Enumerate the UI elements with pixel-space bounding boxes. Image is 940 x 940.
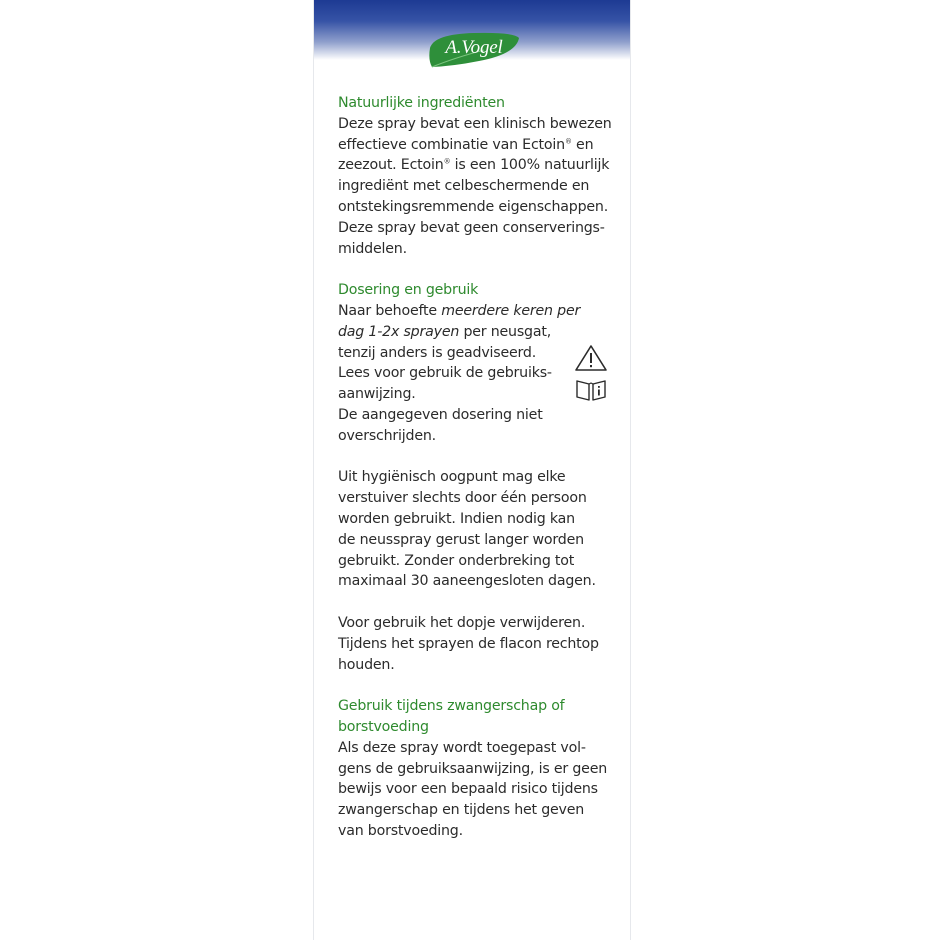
text-line: dag 1-2x sprayen per neusgat, bbox=[338, 323, 552, 340]
text-line: maximaal 30 aaneengesloten dagen. bbox=[338, 573, 596, 590]
text-line: worden gebruikt. Indien nodig kan bbox=[338, 510, 575, 527]
text-line: tenzij anders is geadviseerd. bbox=[338, 344, 537, 361]
text-line: Als deze spray wordt toegepast vol- bbox=[338, 739, 586, 756]
text-line: Deze spray bevat een klinisch bewezen bbox=[338, 115, 612, 132]
heading-natural-ingredients: Natuurlijke ingrediënten bbox=[338, 95, 505, 111]
text-line: Voor gebruik het dopje verwijderen. bbox=[338, 614, 586, 631]
package-side-panel bbox=[313, 0, 631, 940]
text-line: effectieve combinatie van Ectoin® en bbox=[338, 136, 594, 153]
text-line: ontstekingsremmende eigenschappen. bbox=[338, 198, 609, 215]
text-line: de neusspray gerust langer worden bbox=[338, 531, 584, 548]
text-line: bewijs voor een bepaald risico tijdens bbox=[338, 781, 598, 798]
text-line: zwangerschap en tijdens het geven bbox=[338, 802, 585, 819]
text-line: ingrediënt met celbeschermende en bbox=[338, 178, 590, 195]
text-line: Tijdens het sprayen de flacon rechtop bbox=[338, 635, 599, 652]
read-instructions-book-icon bbox=[574, 376, 608, 402]
heading-dosage: Dosering en gebruik bbox=[338, 282, 479, 299]
text-line: De aangegeven dosering niet bbox=[338, 406, 543, 423]
text-line: houden. bbox=[338, 656, 395, 673]
text-line: middelen. bbox=[338, 240, 407, 257]
warning-triangle-icon bbox=[574, 344, 608, 372]
text-line: Deze spray bevat geen conserverings- bbox=[338, 219, 605, 236]
text-line: gebruikt. Zonder onderbreking tot bbox=[338, 552, 575, 569]
text-line: aanwijzing. bbox=[338, 386, 416, 403]
symbol-icons bbox=[574, 344, 608, 402]
text-line: overschrijden. bbox=[338, 427, 436, 444]
heading-pregnancy-cont: borstvoeding bbox=[338, 718, 429, 735]
brand-logo-text: A.Vogel bbox=[445, 37, 503, 58]
registered-mark: ® bbox=[443, 157, 451, 166]
text-line: verstuiver slechts door één persoon bbox=[338, 490, 587, 507]
text-line: Naar behoefte meerdere keren per bbox=[338, 302, 581, 319]
text-line: Uit hygiënisch oogpunt mag elke bbox=[338, 469, 566, 486]
text-line: zeezout. Ectoin® is een 100% natuurlijk bbox=[338, 157, 610, 174]
label-text bbox=[338, 93, 628, 842]
text-line: Lees voor gebruik de gebruiks- bbox=[338, 365, 552, 382]
text-line: van borstvoeding. bbox=[338, 822, 463, 839]
brand-logo bbox=[424, 28, 524, 72]
text-line: gens de gebruiksaanwijzing, is er geen bbox=[338, 760, 608, 777]
registered-mark: ® bbox=[564, 136, 572, 145]
heading-pregnancy: Gebruik tijdens zwangerschap of bbox=[338, 698, 565, 715]
